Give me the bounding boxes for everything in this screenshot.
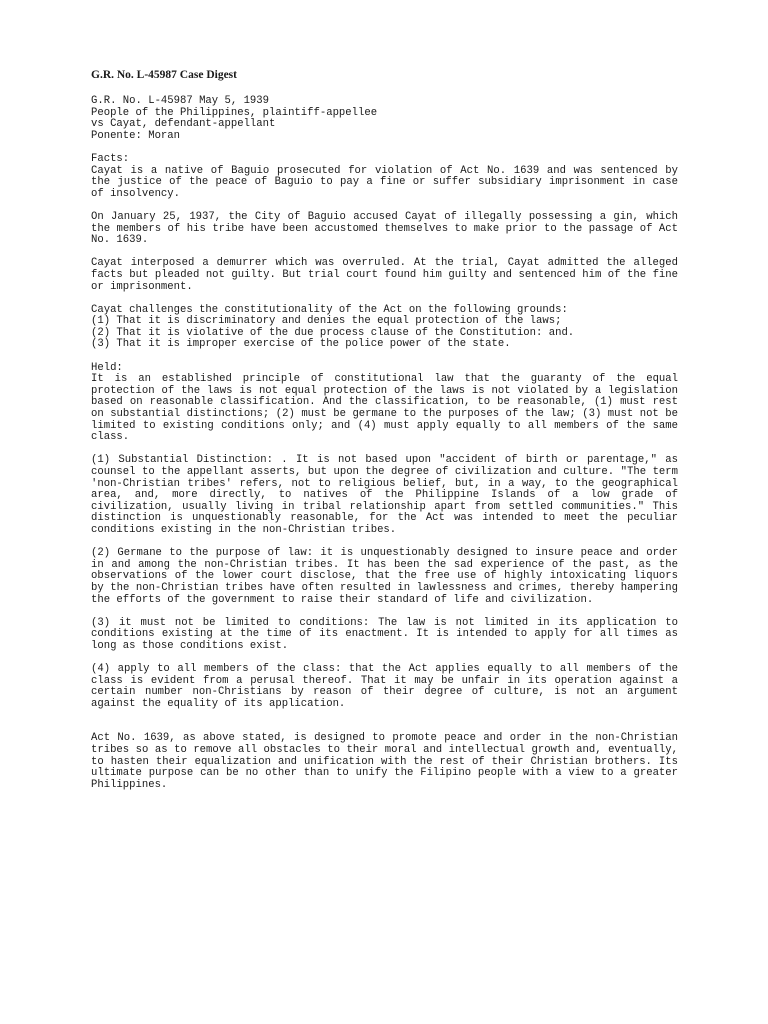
held-paragraph-5: [91, 664, 678, 710]
paragraph-text: (3) it must not be limited to conditions: The law is not limited in its application to conditions existing at the time of its enactment. It is intended to apply for all times as long as those conditions exist.: [91, 616, 678, 652]
held-paragraph-4: [91, 618, 678, 653]
case-header-line: vs Cayat, defendant-appellant: [91, 118, 276, 131]
held-paragraph-2: [91, 455, 678, 536]
facts-heading: Facts:: [91, 152, 130, 165]
paragraph-text: (2) Germane to the purpose of law: it is unquestionably designed to insure peace and order in and among the non-Christian tribes. It has been the sad experience of the past, as the observations of the lower court disclose, that the free use of highly intoxicating liquors by the non-Christian tribes have often resulted in lawlessness and crimes, thereby hampering the efforts of the government to raise their standard of life and civilization.: [91, 547, 678, 606]
case-header-line: G.R. No. L-45987 May 5, 1939: [91, 95, 270, 107]
paragraph-text: (1) Substantial Distinction: . It is not based upon "accident of birth or parentage," as counsel to the appellant asserts, but upon the degree of civilization and culture. "The term 'non-Christian tribes' refers, not to religious belief, but, in a way, to the geographical area, and, more directly, to natives of the Philippine Islands of a low grade of civilization, usually living in tribal relationship apart from settled communities." This distinction is unquestionably reasonable, for the Act was intended to meet the peculiar conditions existing in the non-Christian tribes.: [91, 454, 678, 536]
held-section: [91, 363, 678, 444]
case-header: [91, 96, 678, 142]
grounds-list: [91, 305, 678, 351]
document-title: G.R. No. L-45987 Case Digest: [91, 69, 237, 81]
held-heading: Held:: [91, 361, 123, 374]
held-paragraph-6: [91, 733, 678, 791]
paragraph-text: (4) apply to all members of the class: that the Act applies equally to all members of the class is evident from a perusal thereof. That it may be unfair in its operation against a certain number non-Christians by reason of their degree of culture, is not an argument against the equality of its application.: [91, 663, 678, 710]
case-header-line: Ponente: Moran: [91, 129, 181, 142]
facts-paragraph-2: [91, 212, 678, 247]
paragraph-text: Act No. 1639, as above stated, is designed to promote peace and order in the non-Christian tribes so as to remove all obstacles to their moral and intellectual growth and, eventually, to hasten their equalization and unification with the rest of their Christian brothers. Its ultimate purpose can be no other than to unify the Filipino people with a view to a greater Philippines.: [91, 732, 678, 791]
document-page: [91, 68, 678, 803]
ground-item: (1) That it is discriminatory and denies the equal protection of the laws;: [91, 315, 562, 328]
facts-paragraph: Cayat is a native of Baguio prosecuted for violation of Act No. 1639 and was sentenced by the justice of the peace of Baguio to pay a fine or suffer subsidiary imprisonment in case of insolvency.: [91, 164, 678, 200]
paragraph-text: On January 25, 1937, the City of Baguio accused Cayat of illegally possessing a gin, which the members of his tribe have been accustomed themselves to make prior to the passage of Act No. 1639.: [91, 210, 678, 247]
held-paragraph-3: [91, 548, 678, 606]
case-header-line: People of the Philippines, plaintiff-appellee: [91, 106, 378, 119]
held-paragraph: It is an established principle of constitutional law that the guaranty of the equal protection of the laws is not equal protection of the laws is not violated by a legislation based on reasonable classification. And the classification, to be reasonable, (1) must rest on substantial distinctions; (2) must be germane to the purposes of the law; (3) must not be limited to existing conditions only; and (4) must apply equally to all members of the same class.: [91, 373, 678, 444]
ground-item: (2) That it is violative of the due process clause of the Constitution: and.: [91, 326, 575, 339]
grounds-intro: Cayat challenges the constitutionality of the Act on the following grounds:: [91, 303, 568, 316]
facts-paragraph-3: [91, 258, 678, 293]
paragraph-text: Cayat interposed a demurrer which was overruled. At the trial, Cayat admitted the alleged facts but pleaded not guilty. But trial court found him guilty and sentenced him of the fine or imprisonment.: [91, 257, 678, 293]
ground-item: (3) That it is improper exercise of the police power of the state.: [91, 338, 511, 351]
facts-section: [91, 154, 678, 200]
